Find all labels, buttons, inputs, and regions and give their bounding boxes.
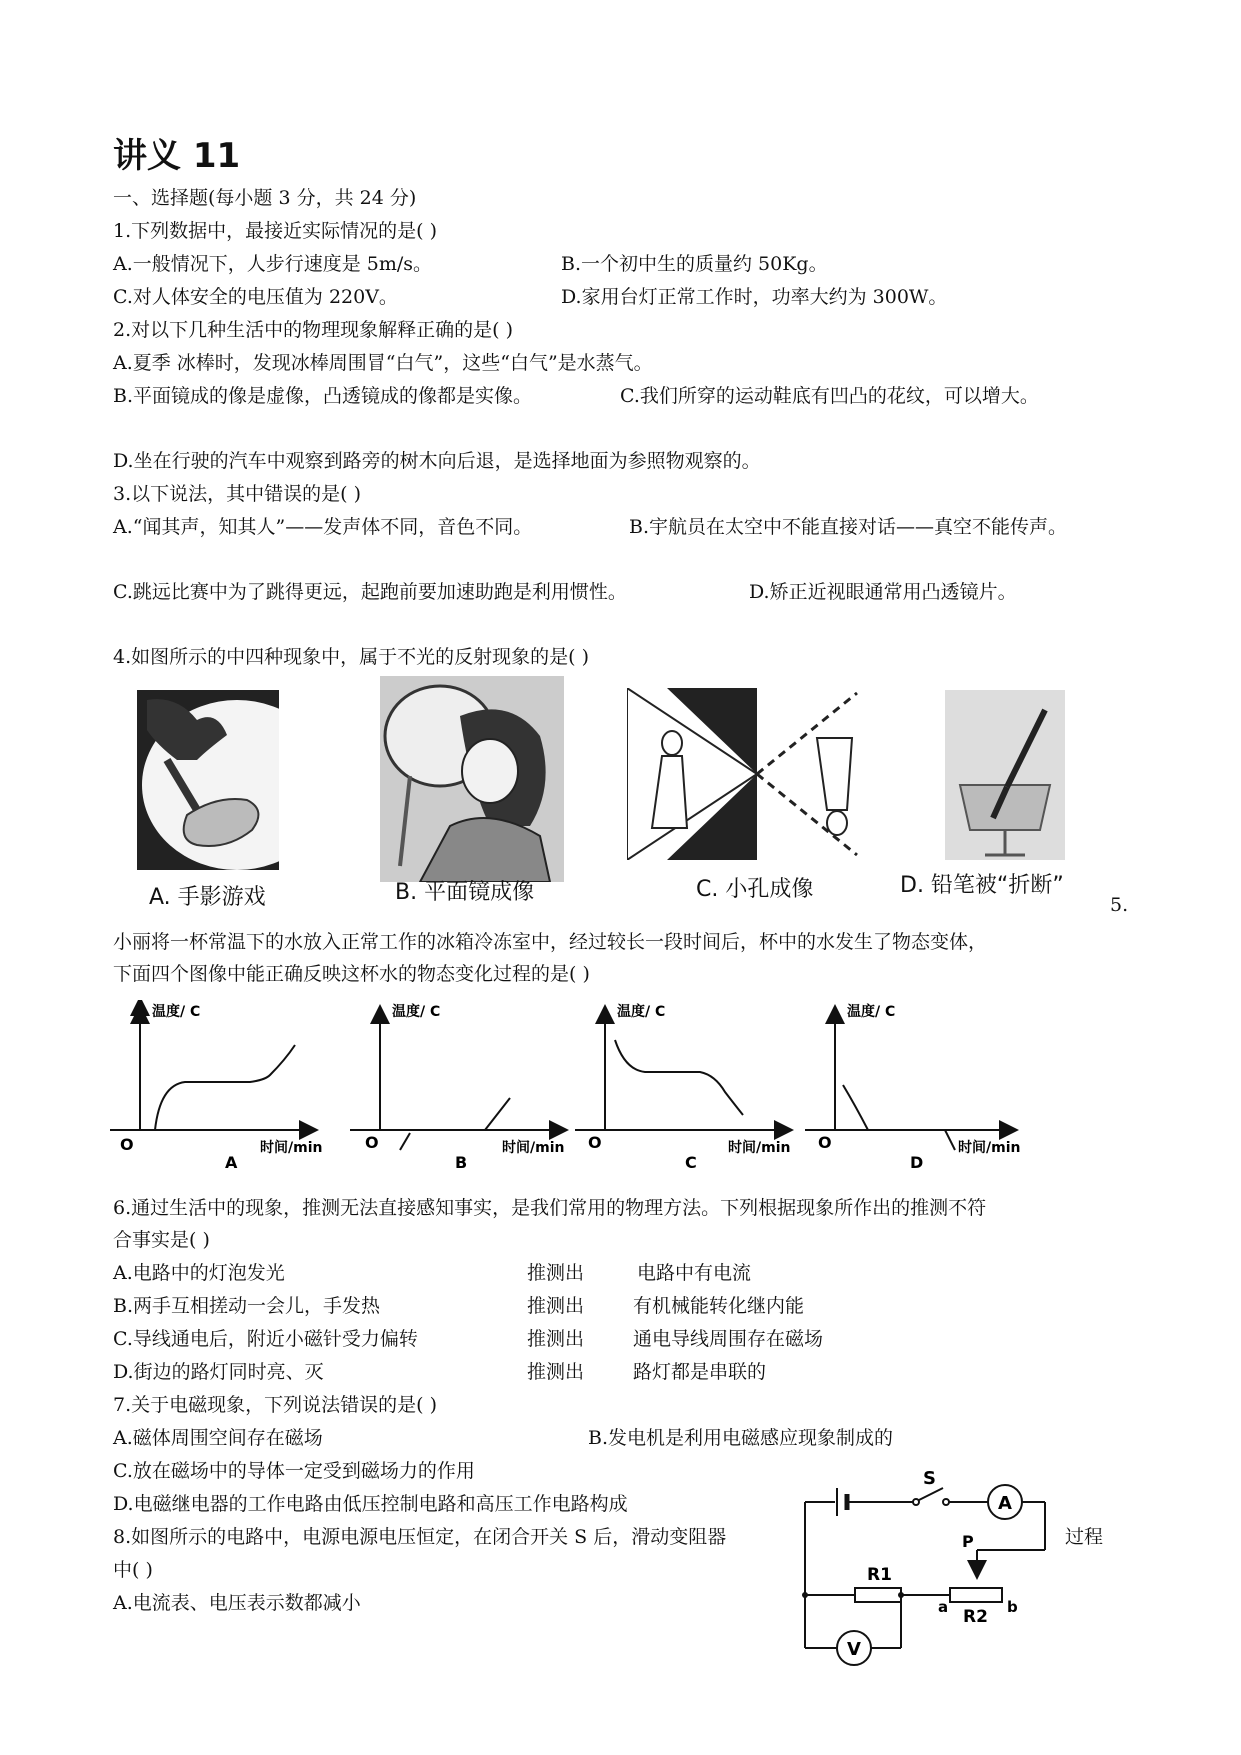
q7-option-b: B.发电机是利用电磁感应现象制成的 (588, 1427, 894, 1449)
q6-stem-line1: 6.通过生活中的现象，推测无法直接感知事实，是我们常用的物理方法。下列根据现象所作出的推测不符 (113, 1197, 987, 1219)
q3-option-b: B.宇航员在太空中不能直接对话——真空不能传声。 (629, 516, 1068, 538)
end-b-label: b (1007, 1598, 1018, 1616)
q2-stem: 2.对以下几种生活中的物理现象解释正确的是( ) (113, 319, 513, 341)
graph-c (575, 1003, 790, 1170)
graph-c-xlabel: 时间/min (728, 1140, 791, 1156)
q4-caption-c: C. 小孔成像 (696, 877, 814, 902)
graph-d-origin: O (818, 1133, 832, 1152)
graph-c-ylabel: 温度/ C (617, 1004, 666, 1020)
q1-option-a: A.一般情况下，人步行速度是 5m/s。 (113, 253, 433, 275)
graph-d-ylabel: 温度/ C (847, 1004, 896, 1020)
rheostat-r2 (950, 1588, 1002, 1602)
q6-row-b-phenomenon: B.两手互相搓动一会儿，手发热 (113, 1295, 381, 1317)
q6-row-d-verb: 推测出 (527, 1361, 585, 1383)
q1-option-d: D.家用台灯正常工作时，功率大约为 300W。 (561, 286, 948, 308)
q7-option-a: A.磁体周围空间存在磁场 (113, 1427, 323, 1449)
graph-c-label: C (685, 1153, 697, 1170)
q1-option-c: C.对人体安全的电压值为 220V。 (113, 286, 398, 308)
pinhole-picture (627, 688, 867, 860)
q2-option-c: C.我们所穿的运动鞋底有凹凸的花纹，可以增大。 (620, 385, 1039, 407)
q6-row-a-verb: 推测出 (527, 1262, 585, 1284)
q7-option-c: C.放在磁场中的导体一定受到磁场力的作用 (113, 1460, 475, 1482)
graph-b (350, 1003, 565, 1170)
q3-stem: 3.以下说法，其中错误的是( ) (113, 483, 361, 505)
q8-stem-line1: 8.如图所示的电路中，电源电源电压恒定，在闭合开关 S 后，滑动变阻器 (113, 1526, 727, 1548)
q6-row-c-phenomenon: C.导线通电后，附近小磁针受力偏转 (113, 1328, 418, 1350)
graph-c-origin: O (588, 1133, 602, 1152)
graph-a (110, 1000, 322, 1170)
q3-option-c: C.跳远比赛中为了跳得更远，起跑前要加速助跑是利用惯性。 (113, 581, 627, 603)
q4-stem: 4.如图所示的中四种现象中，属于不光的反射现象的是( ) (113, 646, 589, 668)
q6-row-a-inference: 电路中有电流 (637, 1262, 752, 1284)
graph-b-xlabel: 时间/min (502, 1140, 565, 1156)
r2-label: R2 (963, 1607, 988, 1627)
graph-d-label: D (910, 1153, 924, 1170)
graph-b-ylabel: 温度/ C (392, 1004, 441, 1020)
q6-row-b-inference: 有机械能转化继内能 (633, 1295, 805, 1317)
temperature-time-graphs (110, 1000, 1140, 1170)
q3-option-d: D.矫正近视眼通常用凸透镜片。 (749, 581, 1017, 603)
q4-caption-d: D. 铅笔被“折断” (900, 873, 1064, 898)
ammeter-label: A (998, 1493, 1012, 1514)
graph-d-xlabel: 时间/min (958, 1140, 1021, 1156)
q7-option-d: D.电磁继电器的工作电路由低压控制电路和高压工作电路构成 (113, 1493, 628, 1515)
q2-option-b: B.平面镜成的像是虚像，凸透镜成的像都是实像。 (113, 385, 533, 407)
pencil-in-water-picture (945, 690, 1065, 860)
q5-number: 5. (1110, 894, 1129, 916)
page-title: 讲义 11 (113, 136, 241, 176)
r1-label: R1 (867, 1565, 892, 1585)
q2-option-d: D.坐在行驶的汽车中观察到路旁的树木向后退，是选择地面为参照物观察的。 (113, 450, 761, 472)
q4-caption-b: B. 平面镜成像 (395, 880, 535, 905)
q1-option-b: B.一个初中生的质量约 50Kg。 (561, 253, 828, 275)
switch-label: S (923, 1470, 936, 1489)
hand-shadow-picture (137, 690, 279, 870)
graph-a-xlabel: 时间/min (260, 1140, 323, 1156)
q5-stem-line2: 下面四个图像中能正确反映这杯水的物态变化过程的是( ) (113, 963, 590, 985)
q3-option-a: A.“闻其声，知其人”——发声体不同，音色不同。 (113, 516, 533, 538)
graph-a-label: A (225, 1153, 238, 1170)
section-heading: 一、选择题(每小题 3 分，共 24 分) (113, 187, 417, 209)
voltmeter-label: V (847, 1639, 861, 1660)
q6-row-b-verb: 推测出 (527, 1295, 585, 1317)
end-a-label: a (938, 1598, 949, 1616)
graph-a-origin: O (120, 1135, 134, 1154)
mirror-picture (380, 676, 564, 882)
q6-row-c-verb: 推测出 (527, 1328, 585, 1350)
q5-stem-line1: 小丽将一杯常温下的水放入正常工作的冰箱冷冻室中，经过较长一段时间后，杯中的水发生了物态变体， (113, 931, 988, 953)
q4-caption-a: A. 手影游戏 (149, 885, 266, 910)
q8-stem-line1-tail: 过程 (1065, 1526, 1104, 1548)
q6-row-a-phenomenon: A.电路中的灯泡发光 (113, 1262, 285, 1284)
q6-stem-line2: 合事实是( ) (113, 1229, 210, 1251)
graph-d (805, 1003, 1020, 1170)
graph-a-ylabel: 温度/ C (152, 1004, 201, 1020)
resistor-r1 (855, 1588, 901, 1602)
q7-stem: 7.关于电磁现象，下列说法错误的是( ) (113, 1394, 437, 1416)
circuit-diagram (795, 1470, 1065, 1675)
q6-row-d-phenomenon: D.街边的路灯同时亮、灭 (113, 1361, 324, 1383)
q6-row-c-inference: 通电导线周围存在磁场 (633, 1328, 824, 1350)
q2-option-a: A.夏季 冰棒时，发现冰棒周围冒“白气”，这些“白气”是水蒸气。 (113, 352, 653, 374)
graph-b-label: B (455, 1153, 468, 1170)
q8-stem-line2: 中( ) (113, 1559, 153, 1581)
slider-label: P (962, 1532, 974, 1551)
q8-option-a: A.电流表、电压表示数都减小 (113, 1592, 361, 1614)
q1-stem: 1.下列数据中，最接近实际情况的是( ) (113, 220, 437, 242)
graph-b-origin: O (365, 1133, 379, 1152)
q6-row-d-inference: 路灯都是串联的 (633, 1361, 767, 1383)
